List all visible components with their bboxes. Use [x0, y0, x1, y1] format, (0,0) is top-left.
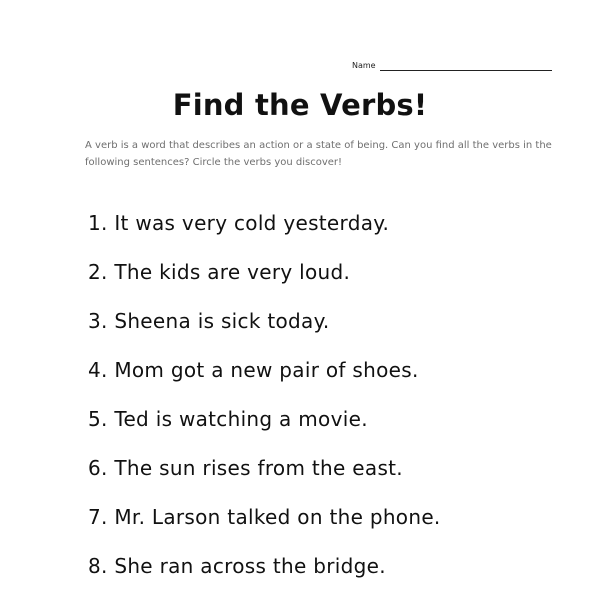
- sentence-item: 3. Sheena is sick today.: [88, 309, 330, 333]
- sentence-list: [88, 203, 568, 595]
- sentence-item: 2. The kids are very loud.: [88, 260, 351, 284]
- name-write-line: [380, 62, 552, 71]
- name-field-row: [352, 57, 552, 71]
- sentence-item: 4. Mom got a new pair of shoes.: [88, 358, 419, 382]
- instructions-text: A verb is a word that describes an action or a state of being. Can you find all the verbs in the following sentences? Circle the verbs you discover!: [85, 140, 552, 168]
- sentence-item: 8. She ran across the bridge.: [88, 554, 386, 578]
- worksheet-title: Find the Verbs!: [172, 88, 428, 122]
- name-label: Name: [352, 61, 376, 70]
- sentence-item: 5. Ted is watching a movie.: [88, 407, 368, 431]
- sentence-item: 7. Mr. Larson talked on the phone.: [88, 505, 441, 529]
- sentence-item: 6. The sun rises from the east.: [88, 456, 403, 480]
- sentence-item: 1. It was very cold yesterday.: [88, 211, 390, 235]
